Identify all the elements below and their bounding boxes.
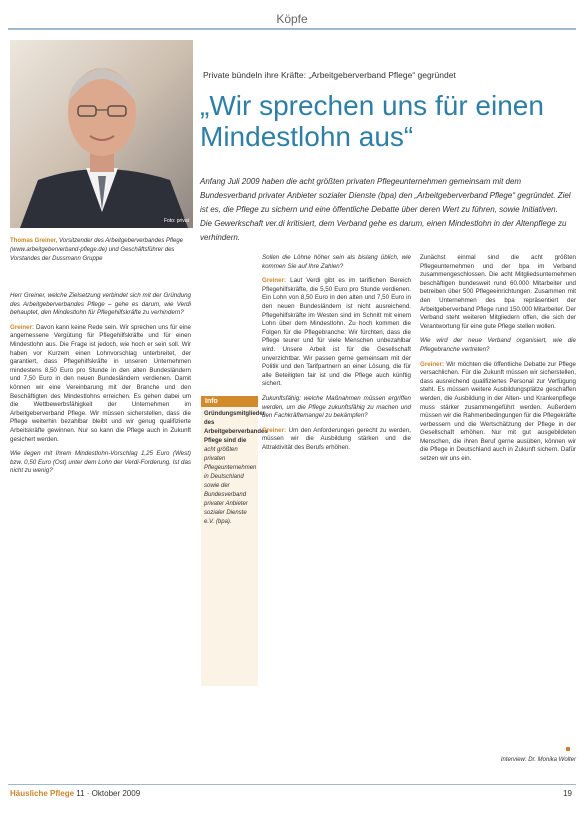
- section-tag: Köpfe: [276, 12, 308, 26]
- page-number: 19: [563, 789, 572, 798]
- question: Herr Greiner, welche Zielsetzung verbindet sich mit der Gründung des Arbeitgeberverbandes Pflege – gehe es darum, wie Verdi behauptet, den Mindestlohn für Pflegehilfskräfte zu verhindern?: [10, 292, 191, 317]
- article-column-3: [420, 254, 576, 749]
- article-column-2: [262, 254, 411, 777]
- paragraph: Zunächst einmal sind die acht größten Pflegeunternehmen und der bpa im Verband zusammengeschlossen. Die acht Mitgliedsunternehmen beschäftigen bundesweit rund 60.000 Mitarbeiter und betreiben über 500 Pflegeeinrichtungen. Zusammen mit den Unternehmen des bpa repräsentiert der Arbeitgeberverband Pflege rund 150.000 Mitarbeiter. Der Verband steht weiteren Mitgliedern offen, die sich der Verantwortung für eine gute Pflege stellen wollen.: [420, 254, 576, 330]
- info-box-text: [201, 407, 268, 530]
- end-mark-icon: [566, 747, 570, 751]
- publication-issue: 11 · Oktober 2009: [76, 789, 141, 798]
- answer: Greiner: Wir möchten die öffentliche Debatte zur Pflege versachlichen. Für die Zukunft müssen wir sicherstellen, dass ausreichend qualifiziertes Personal zur Verfügung steht. Es müssen weitere Ausbildungsplätze geschaffen werden, die Ausbildung in der Alten- und Krankenpflege muss stärker zusammengeführt werden. Außerdem müssen wir die Rahmenbedingungen für die Pflegekräfte verbessern und die Wertschätzung der Pflege in der Gesellschaft erhöhen. Nur mit gut ausgebildeten Menschen, die ihren Beruf gerne ausüben, können wir die Pflege in Deutschland auch in Zukunft sichern. Dafür setzen wir uns ein.: [420, 360, 576, 463]
- article-kicker: Private bündeln ihre Kräfte: „Arbeitgeberverband Pflege“ gegründet: [203, 70, 456, 80]
- answer: Greiner: Um den Anforderungen gerecht zu werden, müssen wir die Ausbildung stärken und die Attraktivität des Berufs erhöhen.: [262, 426, 411, 451]
- answer-label: Greiner:: [262, 426, 287, 434]
- photo-caption: [10, 237, 190, 264]
- question: Wie wird der neue Verband organisiert, wie die Pflegebranche vertreten?: [420, 337, 576, 353]
- header-rule: [8, 28, 576, 30]
- answer-label: Greiner:: [420, 360, 445, 368]
- interview-byline: Interview: Dr. Monika Wolter: [500, 757, 576, 763]
- caption-text: Vorsitzender des Arbeitgeberverbandes Pflege (www.arbeitgeberverband-pflege.de) und Geschäftsführer des Vorstandes der Dussmann Gruppe: [10, 238, 183, 262]
- portrait-photo: [10, 40, 193, 228]
- answer-label: Greiner:: [10, 323, 35, 331]
- question: Sollen die Löhne höher sein als bislang üblich, wie kommen Sie auf Ihre Zahlen?: [262, 254, 411, 270]
- article-lead: Anfang Juli 2009 haben die acht größten privaten Pflegeunternehmen gemeinsam mit dem Bundesverband privater Anbieter sozialer Dienste (bpa) den „Arbeitgeberverband Pflege“ gegründet. Ziel ist es, die Pflege zu sichern und eine öffentliche Debatte über deren Wert zu führen, sowie Initiativen. Die Gewerkschaft ver.di kritisiert, dem Verband gehe es darum, einen Mindestlohn in der Altenpflege zu verhindern.: [200, 177, 571, 242]
- answer-label: Greiner:: [262, 277, 287, 285]
- info-box: [201, 396, 268, 686]
- publication-name: Häusliche Pflege: [10, 789, 75, 798]
- info-box-body: acht größten privaten Pflegeunternehmen in Deutschland sowie der Bundesverband privater Anbieter sozialer Dienste e.V. (bpa).: [204, 447, 257, 525]
- info-box-title: Info: [201, 396, 258, 407]
- answer: Greiner: Davon kann keine Rede sein. Wir sprechen uns für eine angemessene Vergütung für Pflegehilfskräfte und für einen Mindestlohn aus. Die Frage ist jedoch, wie hoch er sein soll. Wir haben vor Kurzem einen Lohnvorschlag unterbreitet, der garantiert, dass Pflegehilfskräfte in unseren Unternehmen mindestens 8,50 Euro pro Stunde in den alten Bundesländern und 7,50 Euro in den neuen Bundesländern verdienen. Damit können wir eine Vereinbarung mit der Branche und den Beschäftigten des Mindestlohns erreichen. Es gehen dabei um die Wettbewerbsfähigkeit der Unternehmen im Arbeitgeberverband Pflege. Wir müssen sicherstellen, dass die Pflege weiterhin bezahlbar bleibt und wir genug qualifizierte Arbeitskräfte gewinnen. Nur so kann die Pflege auch in Zukunft gesichert werden.: [10, 323, 191, 443]
- portrait-illustration: [10, 40, 193, 228]
- footer-rule: [8, 784, 576, 785]
- question: Zukunftsfähig: welche Maßnahmen müssen ergriffen werden, um die Pflege zukunftsfähig zu machen und den Fachkräftemangel zu bekämpfen?: [262, 394, 411, 420]
- answer: Greiner: Laut Verdi gibt es im tariflichen Bereich Pflegehilfskräfte, die 5,50 Euro pro Stunde verdienen. Ein Lohn von 8,50 Euro in den alten und 7,50 Euro in den neuen Bundesländern ist nicht ausreichend. Pflegehilfskräfte im Westen sind im Schnitt mit einem Lohn über dem Mindestlohn. Zu hoch kommen die Folgen für die Pflegebranche: Wir fürchten, dass die Pflege teurer und für viele Menschen unbezahlbar wird. Unsere Arbeit ist für die Gesellschaft unverzichtbar. Wir passen gerne gemeinsam mit der Politik und den Tarifpartnern an einer Lösung, die für alle Beteiligten fair ist und die Pflege auch künftig sichert.: [262, 277, 411, 388]
- footer-publication: [10, 789, 140, 798]
- photo-credit: Foto: privat: [163, 218, 189, 224]
- question: Wie liegen mit Ihrem Mindestlohn-Vorschlag 1,25 Euro (West) bzw. 0,50 Euro (Ost) unter dem Lohn der Verdi-Forderung. Ist das nicht zu wenig?: [10, 450, 191, 475]
- info-box-lead: Gründungsmitglieder des Arbeitgeberverbandes Pflege sind die: [204, 411, 268, 444]
- caption-name: Thomas Greiner,: [10, 238, 58, 244]
- article-column-1: [10, 292, 191, 777]
- article-headline: „Wir sprechen uns für einen Mindestlohn aus“: [200, 90, 544, 152]
